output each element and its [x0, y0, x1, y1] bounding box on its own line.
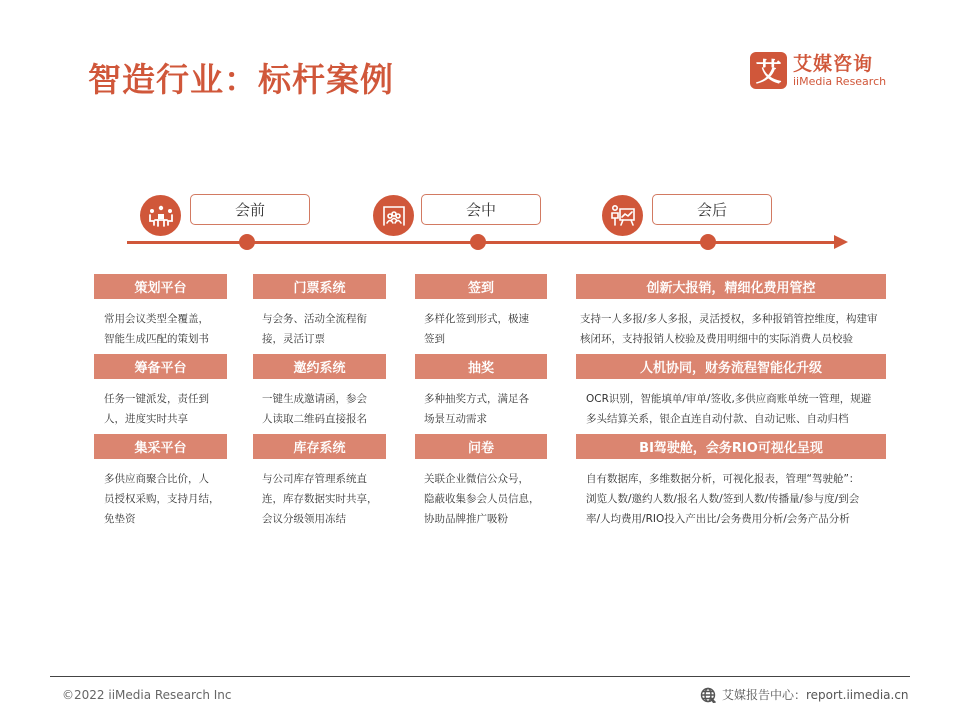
card-title: 策划平台 — [94, 274, 227, 299]
arrow-right-icon — [834, 235, 848, 249]
card-title: 邀约系统 — [253, 354, 386, 379]
card-title: BI驾驶舱，会务RIO可视化呈现 — [576, 434, 886, 459]
card-title: 门票系统 — [253, 274, 386, 299]
card-description: 关联企业微信公众号， 隐蔽收集参会人员信息， 协助品牌推广吸粉 — [424, 473, 540, 525]
logo-name-en: iiMedia Research — [793, 75, 887, 88]
timeline-dot-before — [239, 234, 255, 250]
globe-icon — [700, 687, 716, 703]
card-description: 任务一键派发，责任到 人，进度实时共享 — [104, 393, 209, 425]
report-center-link[interactable] — [700, 686, 909, 703]
page-title: 智造行业：标杆案例 — [88, 60, 394, 99]
card-description: 自有数据库，多维数据分析，可视化报表，管理“驾驶舱”： 浏览人数/邀约人数/报名人数/签到人数/传播量/参与度/到会 率/人均费用/RIO投入产出比/会务费用分析/会务产品分析 — [586, 473, 860, 525]
card-title: 人机协同，财务流程智能化升级 — [576, 354, 886, 379]
logo-mark-icon: 艾 — [750, 52, 787, 89]
report-center-text[interactable]: 艾媒报告中心：report.iimedia.cn — [722, 688, 909, 702]
brand-logo — [750, 52, 886, 89]
timeline-dot-after — [700, 234, 716, 250]
card-title: 签到 — [415, 274, 547, 299]
card-description: 多供应商聚合比价，人 员授权采购，支持月结， 免垫资 — [104, 473, 220, 525]
card-title: 创新大报销，精细化费用管控 — [576, 274, 886, 299]
card-description: 常用会议类型全覆盖， 智能生成匹配的策划书 — [104, 313, 209, 345]
presentation-audience-icon — [373, 195, 414, 236]
card-description: OCR识别，智能填单/审单/签收,多供应商账单统一管理，规避 多头结算关系，银企直连自动付款、自动记账、自动归档 — [586, 393, 872, 425]
card-title: 抽奖 — [415, 354, 547, 379]
card-description: 支持一人多报/多人多报，灵活授权，多种报销管控维度，构建审 核闭环，支持报销人校验及费用明细中的实际消费人员校验 — [580, 313, 878, 345]
card-title: 集采平台 — [94, 434, 227, 459]
presenter-chart-icon — [602, 195, 643, 236]
card-description: 一键生成邀请函，参会 人读取二维码直接报名 — [262, 393, 367, 425]
stage-label-during: 会中 — [421, 194, 541, 225]
stage-label-before: 会前 — [190, 194, 310, 225]
card-description: 与公司库存管理系统直 连，库存数据实时共享， 会议分级领用冻结 — [262, 473, 378, 525]
stage-label-after: 会后 — [652, 194, 772, 225]
card-title: 问卷 — [415, 434, 547, 459]
logo-name-cn: 艾媒咨询 — [793, 53, 874, 75]
card-title: 筹备平台 — [94, 354, 227, 379]
card-description: 多样化签到形式，极速 签到 — [424, 313, 529, 345]
footer-divider — [50, 676, 910, 677]
copyright-text: ©2022 iiMedia Research Inc — [62, 688, 232, 702]
meeting-table-icon — [140, 195, 181, 236]
timeline-dot-during — [470, 234, 486, 250]
card-description: 与会务、活动全流程衔 接，灵活订票 — [262, 313, 367, 345]
card-title: 库存系统 — [253, 434, 386, 459]
card-description: 多种抽奖方式，满足各 场景互动需求 — [424, 393, 529, 425]
